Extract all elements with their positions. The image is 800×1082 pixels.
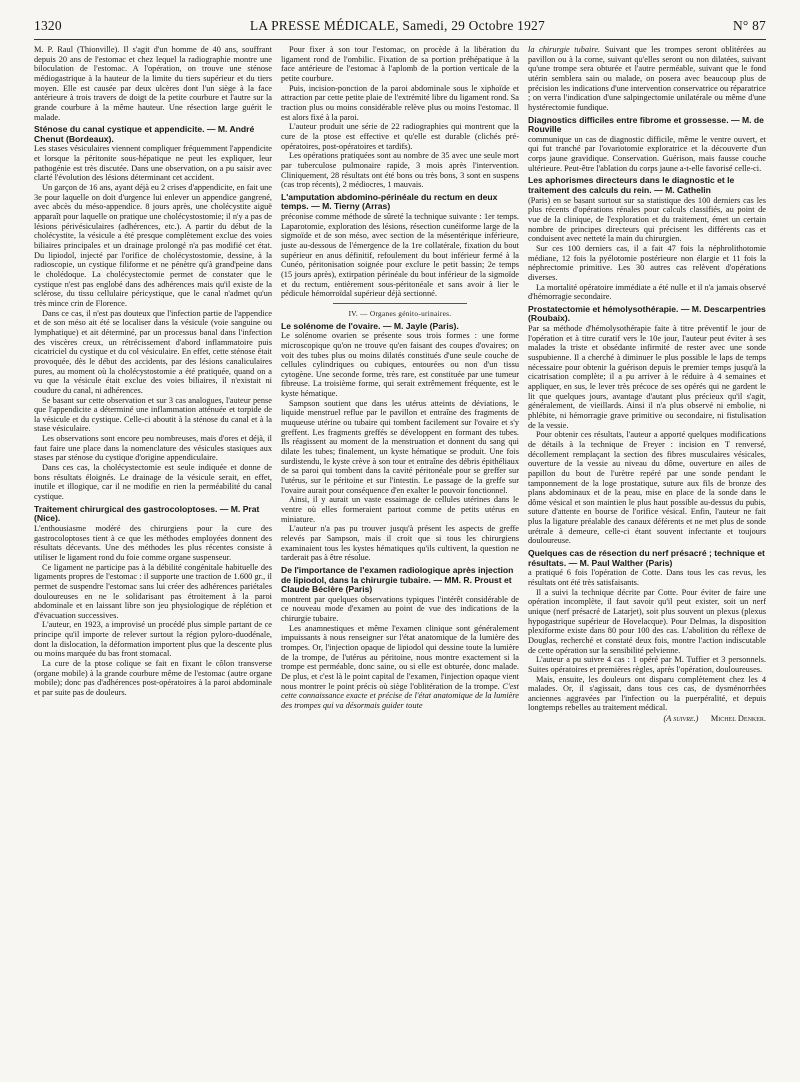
section-heading: De l'importance de l'examen radiologique après injection de lipiodol, dans la chirurgie tubaire. — MM. R. Proust et Claude Béclère (Paris) (281, 564, 514, 595)
section-heading: L'amputation abdomino-périnéale du rectum en deux temps. — M. Tierny (Arras) (281, 191, 498, 212)
paragraph: La cure de la ptose colique se fait en fixant le côlon transverse (organe mobile) à la grande courbure même de l'estomac (autre organe mobile); donc pas d'adhérences post-opératoires à la paroi abdominale et par suite pas de douleurs. (34, 659, 272, 698)
running-header (34, 18, 766, 36)
paragraph-text: Les anamnestiques et même l'examen clinique sont généralement impuissants à nous renseigner sur l'état anatomique de la lumière des trompes. Or, l'injection opaque de lipiodol qui dessine toute la lumière de la trompe, de l'utérus au péritoine, nous montre exactement si la trompe est perméable, donc saine, ou si elle est obturée, donc malade. De plus, et c'est là le point capital de l'examen, l'injection opaque vient nous montrer le point précis où siège l'oblitération de la trompe. (281, 623, 519, 691)
italic-text: C'est cette connaissance exacte et précise de l'état anatomique de la lumière des trompes qui va désormais guider toute (281, 681, 519, 710)
paragraph: préconise comme méthode de sûreté la technique suivante : 1er temps. Laparotomie, exploration des lésions, résection cunéiforme large de la sigmoïde et de son méso, avec section de la mésentérique inférieure, juste au-dessous de l'émergence de la 1re collatérale, fixation du bout supérieur en anus définitif, refoulement du bout inférieur fermé à la Cunéo, péritonisation soignée pour exclure le petit bassin; 2e temps (15 jours après), extirpation périnéale du bout inférieur de la sigmoïde et du rectum, entièrement sous-péritonéale et sans avoir à lier le pédicule hémorroïdal supérieur déjà sectionné. (281, 212, 519, 299)
paragraph: Puis, incision-ponction de la paroi abdominale sous le xiphoïde et attraction par cette petite plaie de l'extrémité libre du ligament rond. Sa traction plus ou moins considérable relève plus ou moins l'estomac. Il est alors fixé à la paroi. (281, 83, 519, 122)
paragraph: communique un cas de diagnostic difficile, même le ventre ouvert, et qui fut tranché par l'ovariotomie exploratrice et la découverte d'un corps jaune gravidique. Conservation. Guérison, mais fausse couche ultérieure. Peut-être l'ablation du corps jaune a-t-elle favorisé celle-ci. (528, 134, 766, 173)
paragraph: Un garçon de 16 ans, ayant déjà eu 2 crises d'appendicite, en fait une 3e pour laquelle on doit d'urgence lui enlever un appendice gangrené, avec abcès du méso-appendice. 8 jours après, une cholécystite aiguë apparaît pour laquelle on pratique une cholécystostomie; il n'y a pas de lésions périvésiculaires (adhérences, etc.). A partir du début de la cholécystite, la vésicule a été presque complètement exclue des voies biliaires principales et un drainage prolongé n'a pas modifié cet état. Du lipiodol, injecté par l'orifice de cholécystostomie, dessine, à la radioscopie, un cystique filiforme et ne pénètre qu'à grand'peine dans le cholédoque. La cholécystectomie permet de constater que le cystique n'est pas englobé dans des adhérences mais qu'il existe de la sclérose, du tissu cellulaire péricystique, que le canal n'admet qu'un très mince crin de Florence. (34, 183, 272, 308)
journal-title: LA PRESSE MÉDICALE, Samedi, 29 Octobre 1927 (249, 18, 545, 33)
signature-line (528, 714, 766, 724)
paragraph: Pour fixer à son tour l'estomac, on procède à la libération du ligament rond de l'ombilic. Fixation de sa portion préhépatique à la face antérieure de l'estomac à l'aplomb de la portion verticale de la petite courbure. (281, 45, 519, 83)
paragraph: Dans ce cas, il n'est pas douteux que l'infection partie de l'appendice et de son méso ait été se localiser dans la vésicule (voie sanguine ou lymphatique) et ait déterminé, par un processus banal dans l'infection des viscères creux, un rétrécissement d'abord inflammatoire puis cicatriciel du cystique et du col vésiculaire. En effet, cette sténose était provoquée, dès le début des accidents, par des lésions canaliculaires pures, au moment où la cholécystostomie a été pratiquée, quand on a vu que la vésicule était exclue des voies biliaires, il n'existait ni coudure du canal, ni adhérences. (34, 308, 272, 395)
paragraph: La mortalité opératoire immédiate a été nulle et il n'a jamais observé d'hémorragie secondaire. (528, 282, 766, 302)
section-title: IV. — Organes génito-urinaires. (348, 308, 452, 318)
paragraph: Pour obtenir ces résultats, l'auteur a apporté quelques modifications de détails à la technique de Freyer : incision en T renversé, décollement remplaçant la section des fibres musculaires vésicales, ouverture de la vessie au niveau du dôme, ouverture en ailes de papillon du bout de l'urètre repéré par une sonde pendant le tamponnement de la loge prostatique, suture aux fils de bronze des plans abdominaux et de la peau, mise en place de la sonde dans le dôme vésical et son maintien le plus haut possible au-dessus du pubis, suture d'attente en bourse de l'orifice vésical. Enfin, l'auteur ne fait plus la ligature préalable des canaux déférents et ne met plus de sonde urétrale à demeure, celle-ci étant souvent infectante et toujours douloureuse. (528, 430, 766, 546)
paragraph: (Paris) en se basant surtout sur sa statistique des 100 derniers cas les plus récents d'opérations rénales pour calculs classifiés, au point de vue de la clinique, de l'exploration et du traitement, émet un certain nombre de principes directeurs qui précisent les différents cas et conduisent avec netteté la main du chirurgien. (528, 195, 766, 244)
section-heading: Les aphorismes directeurs dans le diagnostic et le traitement des calculs du rein. — M. Cathelin (528, 175, 735, 195)
paragraph: L'auteur, en 1923, a improvisé un procédé plus simple partant de ce principe qu'il importe de relever surtout la région pyloro-duodénale, dont la dislocation, la déformation importent plus que la descente plus ou moins marquée du bas front stomacal. (34, 620, 272, 659)
section-heading: Sténose du canal cystique et appendicite. — M. André Chenut (Bordeaux). (34, 124, 255, 144)
to-follow-note: (A suivre.) (663, 714, 699, 724)
paragraph: Le solénome ovarien se présente sous trois formes : une forme microscopique qu'on ne trouve qu'en faisant des coupes d'ovaires; on voit des tubes plus ou moins dilatés constitués d'une seule couche de cellules cylindriques ou cubiques, entourées ou non d'un tissu cytogène. Une seconde forme, très rare, est constituée par une tumeur fibreuse. La troisième forme, qui serait extrêmement fréquente, est le kyste hématique. (281, 331, 519, 399)
section-divider (333, 303, 466, 304)
paragraph: M. P. Raul (Thionville). Il s'agit d'un homme de 40 ans, souffrant depuis 20 ans de l'estomac et chez lequel la radiographie montre une biloculation de l'estomac. A l'opération, on trouve une sténose médiogastrique à la hauteur de la limite du tiers supérieur et du tiers moyen. Elle est causée par deux ulcères dont l'un siège à la face antérieure à trois travers de doigt de la petite courbure et l'autre sur la grande courbure à la même hauteur. Une résection large guérit le malade. (34, 45, 272, 122)
column-1 (34, 45, 272, 1055)
paragraph: Ainsi, il y aurait un vaste essaimage de cellules utérines dans le ventre où elles formeraient partout comme de petits utérus en miniature. (281, 495, 519, 524)
paragraph: L'auteur n'a pas pu trouver jusqu'à présent les aspects de greffe relevés par Sampson, mais il croit que si tous les chirurgiens examinaient tous les kystes hématiques qu'ils cultivent, la question ne tarderait pas à être résolue. (281, 524, 519, 563)
paragraph (281, 624, 519, 711)
issue-number: N° 87 (732, 18, 766, 33)
section-heading: Prostatectomie et hémolysothérapie. — M. Descarpentries (Roubaix). (528, 303, 766, 324)
paragraph: Ce ligament ne participe pas à la débilité congénitale habituelle des ligaments propres de l'estomac : il supporte une traction de 1.600 gr., il permet de suspendre l'estomac sans lui créer des adhérences pariétales douloureuses en ne le solidarisant pas étroitement à la paroi abdominale et en laissant libre son jeu physiologique de réplétion et d'évacuation successives. (34, 562, 272, 620)
article-columns (34, 45, 766, 1055)
paragraph: Mais, ensuite, les douleurs ont disparu complètement chez les 4 malades. Or, il s'agissait, dans tous ces cas, de dysménorrhées anciennes aggravées par l'infection ou la puerpéralité, et depuis longtemps rebelles au traitement médical. (528, 674, 766, 713)
paragraph: a pratiqué 6 fois l'opération de Cotte. Dans tous les cas revus, les résultats ont été très satisfaisants. (528, 568, 766, 587)
paragraph: Il a suivi la technique décrite par Cotte. Pour éviter de faire une opération incomplète, il faut savoir qu'il peut exister, soit un nerf unique (nerf présacré de Latarjet), soit plus souvent un plexus (plexus hypogastrique supérieur de Hovelacque). Pour Delmas, la disposition plexiforme existe dans 80 pour 100 des cas. L'abolition du réflexe de Douglas, recherché et constaté deux fois, montre l'action indiscutable de cette opération sur la sensibilité pelvienne. (528, 587, 766, 655)
paragraph: L'enthousiasme modéré des chirurgiens pour la cure des gastrocoloptoses tient à ce que les méthodes employées donnent des résultats décevants. Une des méthodes les plus récentes consiste à utiliser le ligament rond du foie comme organe suspenseur. (34, 523, 272, 562)
paragraph: L'auteur a pu suivre 4 cas : 1 opéré par M. Tuffier et 3 personnels. Suites opératoires et premières règles, après l'opération, douloureuses. (528, 655, 766, 674)
paragraph: L'auteur produit une série de 22 radiographies qui montrent que la cure de la ptose est effective et qu'elle est durable (clichés pré-opératoires, post-opératoires et tardifs). (281, 122, 519, 151)
paragraph: Les opérations pratiquées sont au nombre de 35 avec une seule mort par tuberculose pulmonaire rapide, 3 mois après l'intervention. Cliniquement, 28 résultats ont été bons ou très bons, 3 sont en suspens (cas trop récents), 2 médiocres, 1 mauvais. (281, 151, 519, 190)
paragraph: montrent par quelques observations typiques l'intérêt considérable de ce nouveau mode d'examen au point de vue des indications de la chirurgie tubaire. (281, 594, 519, 624)
column-2 (281, 45, 519, 1055)
page-number: 1320 (34, 18, 62, 33)
paragraph: Par sa méthode d'hémolysothérapie faite à titre préventif le jour de l'opération et à titre curatif vers le 10e jour, l'auteur peut éviter à ses malades la triste et obsédante infirmité de rester avec une sonde suspubienne. Il a cherché à diminuer le plus possible le laps de temps nécessaire pour obtenir la guérison depuis le premier temps jusqu'à la cicatrisation complète; il a pu arriver à le réduire à 4 semaines et appliquer, en sus, le lever très précoce de ses opérés qui ne gardent le lit que quelques jours, avantage d'autant plus précieux qu'il s'agit, généralement, de vieillards. Ainsi il n'a plus observé ni embolie, ni phlébite, ni hémorragie grave primitive ou secondaire, ni fistulisation de la vessie. (528, 324, 766, 430)
paragraph-text: Suivant que les trompes seront oblitérées au pavillon ou à la corne, suivant qu'elles seront ou non dilatées, suivant qu'une trompe sera obturée et l'autre perméable, suivant que le fond utérin semblera sain ou malade, on posera avec beaucoup plus de précision les indications d'une intervention conservatrice ou réparatrice ; on verra l'indication d'une salpingectomie unilatérale ou même d'une hystérectomie fundique. (528, 45, 766, 112)
paragraph: Se basant sur cette observation et sur 3 cas analogues, l'auteur pense que l'appendicite a déterminé une inflammation atténuée et torpide de la vésicule et du cystique. Celle-ci aboutit à la sténose du canal et à la stase vésiculaire. (34, 395, 272, 434)
section-heading: Diagnostics difficiles entre fibrome et grossesse. — M. de Rouville (528, 114, 764, 135)
header-rule (34, 39, 766, 40)
paragraph: Les observations sont encore peu nombreuses, mais d'ores et déjà, il faut faire une place dans la nomenclature des vésicules stasiques aux stases par sténose du cystique d'origine appendiculaire. (34, 434, 272, 463)
italic-text: la chirurgie tubaire. (528, 45, 601, 54)
paragraph: Les stases vésiculaires viennent compliquer fréquemment l'appendicite et lorsque la péritonite sous-hépatique ne peut les expliquer, leur pathogénie est très discutée. Dans une observation, on a pu saisir avec clarté l'évolution des lésions déterminant cet accident. (34, 144, 272, 183)
section-heading: Traitement chirurgical des gastrocoloptoses. — M. Prat (Nice). (34, 503, 260, 524)
column-3 (528, 45, 766, 1055)
paragraph: Sampson soutient que dans les utérus atteints de déviations, le liquide menstruel reflue par le pavillon et entraîne des fragments de muqueuse utérine ou tubaire qui tombent facilement sur l'ovaire et s'y greffent. Les fragments greffés se développent en formant des tubes. Ils réagissent au moment de la menstruation et donnent du sang qui dilate les tubes; finalement, un kyste hématique se produit. Une fois surdistendu, le kyste crève à son tour et entraîne des débris épithéliaux de sa paroi qui tombent dans la cavité péritonéale pour se greffer sur l'utérus, sur le péritoine et sur l'intestin. Le passage de la greffe sur l'ovaire aurait pour conséquence d'en exalter le pouvoir fonctionnel. (281, 398, 519, 495)
paragraph: Dans ces cas, la cholécystectomie est seule indiquée et donne de bons résultats éloignés. Le drainage de la vésicule serait, en effet, inutile et illogique, car il ne modifie en rien la perméabilité du canal cystique. (34, 463, 272, 502)
paragraph: Sur ces 100 derniers cas, il a fait 47 fois la néphrolithotomie médiane, 12 fois la pyélotomie postérieure non élargie et 11 fois la néphrectomie primitive. Les 30 autres cas relèvent d'opérations diverses. (528, 243, 766, 282)
author-signature: Michel Denker. (710, 714, 766, 724)
section-heading: Quelques cas de résection du nerf présacré ; technique et résultats. — M. Paul Walther (Paris) (528, 548, 765, 568)
paragraph (528, 45, 766, 113)
section-heading: Le solénome de l'ovaire. — M. Jayle (Paris). (281, 320, 459, 331)
